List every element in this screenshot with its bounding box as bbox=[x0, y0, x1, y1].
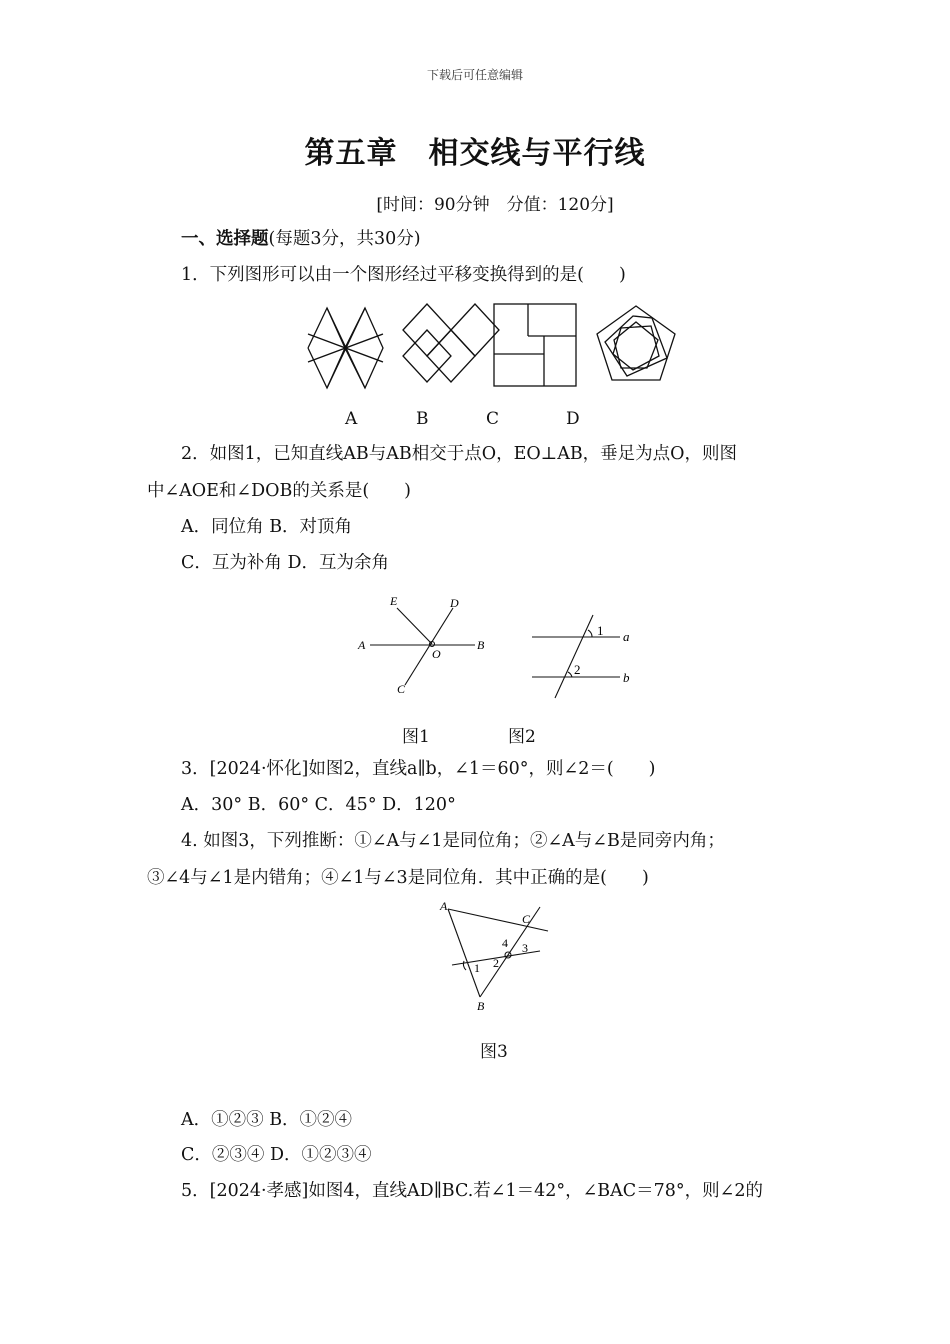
question-5: 5．[2024·孝感]如图4，直线AD∥BC.若∠1＝42°，∠BAC＝78°，则∠2的 bbox=[181, 1181, 763, 1201]
question-2-options-1: A．同位角 B．对顶角 bbox=[181, 517, 353, 537]
question-4-line-2: ③∠4与∠1是内错角；④∠1与∠3是同位角．其中正确的是( ) bbox=[147, 868, 649, 888]
question-4-line-1: 4. 如图3，下列推断：①∠A与∠1是同位角；②∠A与∠B是同旁内角； bbox=[181, 831, 725, 851]
fig2-label-a: a bbox=[623, 629, 630, 644]
q1-figures bbox=[295, 298, 690, 394]
fig3-label-4: 4 bbox=[502, 936, 508, 950]
fig2-label-b: b bbox=[623, 670, 630, 685]
fig1-label-o: O bbox=[432, 647, 441, 661]
q1-figure-c bbox=[494, 304, 576, 386]
fig3-label-2: 2 bbox=[493, 956, 499, 970]
fig3-label-a: A bbox=[440, 899, 448, 913]
fig3-label-c: C bbox=[522, 912, 531, 926]
chapter-title: 第五章 相交线与平行线 bbox=[304, 136, 646, 171]
fig2-label-1: 1 bbox=[597, 623, 604, 638]
q1-figure-d bbox=[597, 306, 675, 380]
section-title: 一、选择题 bbox=[181, 229, 269, 249]
q1-figure-a bbox=[308, 308, 383, 388]
fig1-label-b: B bbox=[477, 638, 485, 652]
fig1-label-d: D bbox=[450, 596, 459, 610]
question-1: 1．下列图形可以由一个图形经过平移变换得到的是( ) bbox=[181, 265, 626, 285]
fig3-label-1: 1 bbox=[474, 961, 480, 975]
fig3-label-3: 3 bbox=[522, 941, 528, 955]
figure-3-caption: 图3 bbox=[480, 1042, 508, 1062]
q1-label-c: C bbox=[486, 409, 500, 429]
figure-1-caption: 图1 bbox=[402, 727, 430, 747]
question-2-line-1: 2．如图1，已知直线AB与AB相交于点O，EO⊥AB，垂足为点O，则图 bbox=[181, 444, 738, 464]
q1-label-a: A bbox=[345, 409, 358, 429]
q1-label-b: B bbox=[416, 409, 429, 429]
question-3: 3．[2024·怀化]如图2，直线a∥b，∠1＝60°，则∠2＝( ) bbox=[181, 759, 656, 779]
figure-3 bbox=[430, 895, 560, 1020]
question-4-options-2: C．②③④ D．①②③④ bbox=[181, 1145, 372, 1165]
q1-label-d: D bbox=[566, 409, 580, 429]
question-2-options-2: C．互为补角 D．互为余角 bbox=[181, 553, 389, 573]
figure-2-caption: 图2 bbox=[508, 727, 536, 747]
question-3-options: A．30° B．60° C．45° D．120° bbox=[181, 795, 456, 815]
figure-1 bbox=[350, 590, 500, 700]
fig1-label-c: C bbox=[397, 682, 406, 696]
fig3-label-b: B bbox=[477, 999, 485, 1013]
figure-2 bbox=[525, 610, 645, 702]
section-heading bbox=[181, 226, 421, 252]
fig1-label-a: A bbox=[358, 638, 366, 652]
page-header: 下载后可任意编辑 bbox=[426, 68, 523, 82]
fig2-label-2: 2 bbox=[574, 662, 581, 677]
question-4-options-1: A．①②③ B．①②④ bbox=[181, 1110, 353, 1130]
q1-figure-b bbox=[403, 304, 499, 382]
fig1-label-e: E bbox=[390, 594, 398, 608]
question-2-line-2: 中∠AOE和∠DOB的关系是( ) bbox=[147, 481, 411, 501]
exam-time-score: [时间：90分钟 分值：120分] bbox=[376, 195, 614, 215]
section-note: (每题3分，共30分) bbox=[268, 229, 421, 249]
